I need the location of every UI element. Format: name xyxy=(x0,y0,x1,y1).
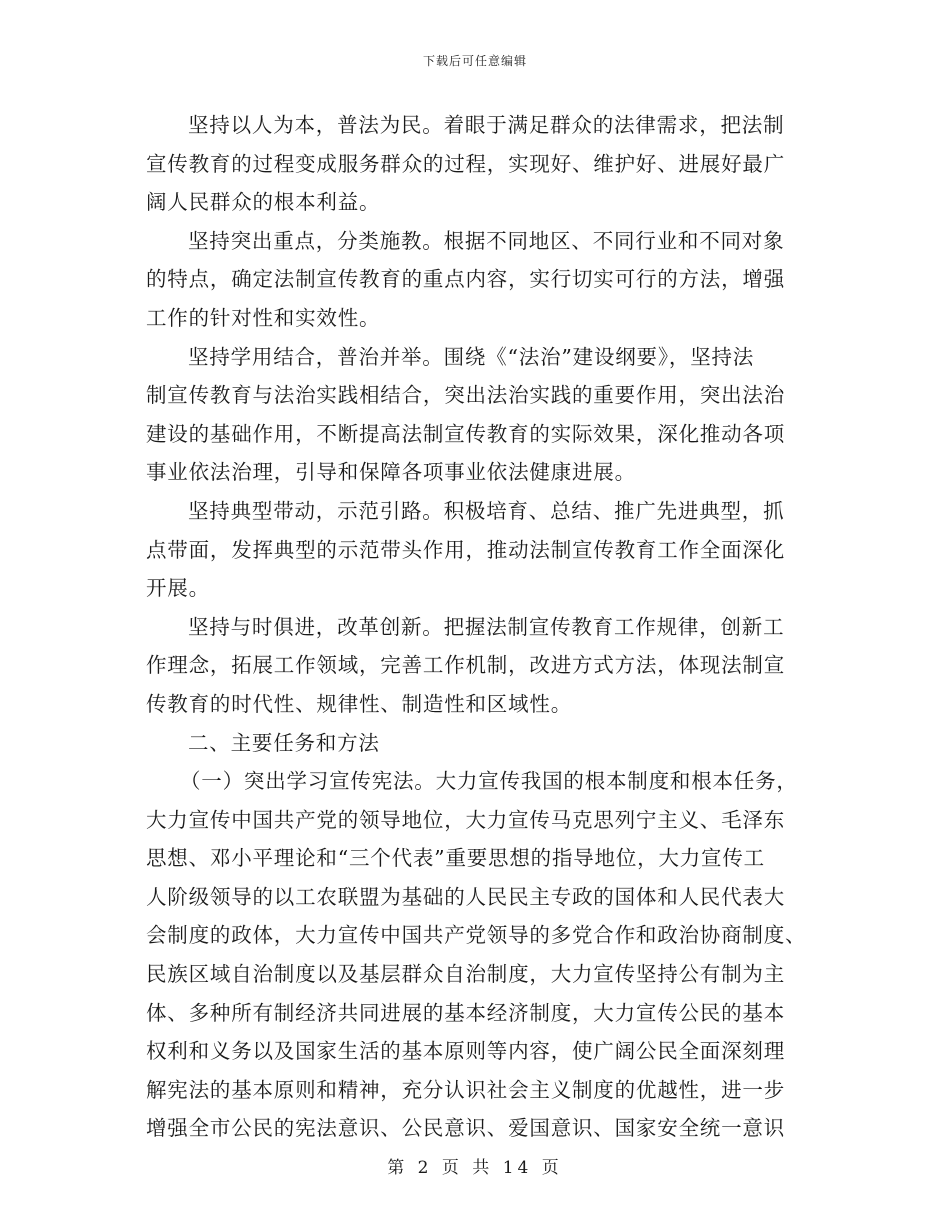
text-line: 权利和义务以及国家生活的基本原则等内容，使广阔公民全面深刻理 xyxy=(146,1039,785,1064)
section-heading: 二、主要任务和方法 xyxy=(188,730,380,755)
text-line: 工作的针对性和实效性。 xyxy=(146,305,381,330)
text-line: 的特点，确定法制宣传教育的重点内容，实行切实可行的方法，增强 xyxy=(146,267,785,292)
text-line: 增强全市公民的宪法意识、公民意识、爱国意识、国家安全统一意识 xyxy=(146,1116,785,1141)
text-line: 民族区域自治制度以及基层群众自治制度，大力宣传坚持公有制为主 xyxy=(146,962,785,987)
text-line: 作理念，拓展工作领域，完善工作机制，改进方式方法，体现法制宣 xyxy=(146,653,785,678)
text-line: 会制度的政体，大力宣传中国共产党领导的多党合作和政治协商制度、 xyxy=(146,923,807,948)
text-line: 宣传教育的过程变成服务群众的过程，实现好、维护好、进展好最广 xyxy=(146,151,785,176)
text-line: 事业依法治理，引导和保障各项事业依法健康进展。 xyxy=(146,460,636,485)
text-line: 坚持学用结合，普治并举。围绕《“法治”建设纲要》，坚持法 xyxy=(188,344,755,369)
text-line: 传教育的时代性、规律性、制造性和区域性。 xyxy=(146,691,572,716)
text-line: 体、多种所有制经济共同进展的基本经济制度，大力宣传公民的基本 xyxy=(146,1000,785,1025)
text-line: 人阶级领导的以工农联盟为基础的人民民主专政的国体和人民代表大 xyxy=(146,884,785,909)
text-line: 点带面，发挥典型的示范带头作用，推动法制宣传教育工作全面深化 xyxy=(146,537,785,562)
text-line: （一）突出学习宣传宪法。大力宣传我国的根本制度和根本任务， xyxy=(180,769,798,794)
text-line: 思想、邓小平理论和“三个代表”重要思想的指导地位，大力宣传工 xyxy=(146,846,765,871)
text-line: 阔人民群众的根本利益。 xyxy=(146,190,381,215)
text-line: 坚持突出重点，分类施教。根据不同地区、不同行业和不同对象 xyxy=(188,228,785,253)
document-body xyxy=(146,106,810,1148)
text-line: 坚持与时俱进，改革创新。把握法制宣传教育工作规律，创新工 xyxy=(188,614,785,639)
page-header: 下载后可任意编辑 xyxy=(422,54,527,68)
text-line: 制宣传教育与法治实践相结合，突出法治实践的重要作用，突出法治 xyxy=(146,383,785,408)
text-line: 大力宣传中国共产党的领导地位，大力宣传马克思列宁主义、毛泽东 xyxy=(146,807,785,832)
text-line: 坚持以人为本，普法为民。着眼于满足群众的法律需求，把法制 xyxy=(188,113,785,137)
page-footer: 第 2 页 共 14 页 xyxy=(387,1158,563,1178)
text-line: 解宪法的基本原则和精神，充分认识社会主义制度的优越性，进一步 xyxy=(146,1077,785,1102)
text-line: 坚持典型带动，示范引路。积极培育、总结、推广先进典型，抓 xyxy=(188,498,785,523)
text-line: 开展。 xyxy=(146,576,210,601)
text-line: 建设的基础作用，不断提高法制宣传教育的实际效果，深化推动各项 xyxy=(146,421,785,446)
